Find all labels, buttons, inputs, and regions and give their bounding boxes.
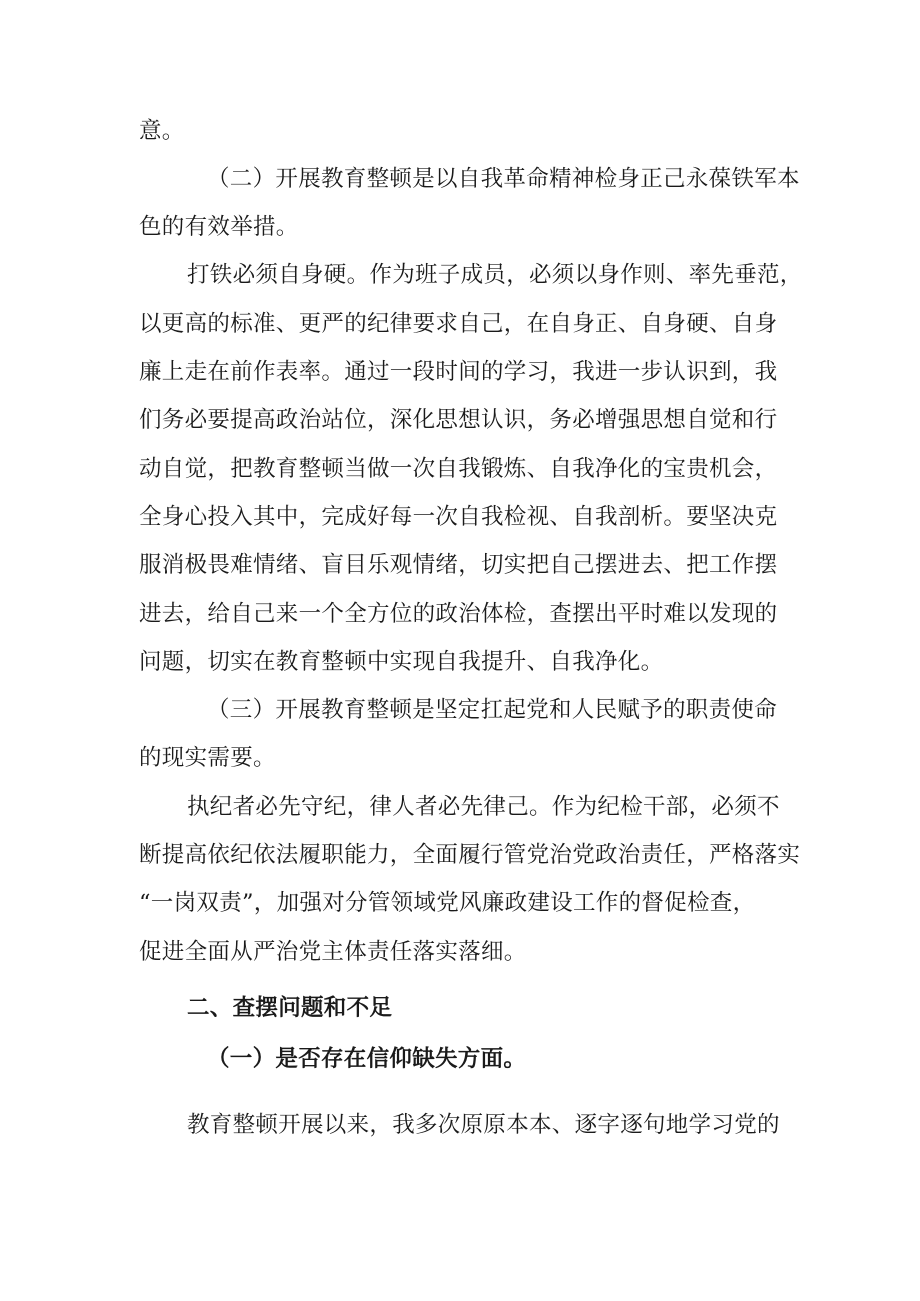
text-line: 的现实需要。 — [139, 745, 276, 771]
text-line: 全身心投入其中，完成好每一次自我检视、自我剖析。要坚决克 — [139, 504, 778, 530]
text-line: 断提高依纪依法履职能力，全面履行管党治党政治责任，严格落实 — [139, 842, 801, 868]
paragraph-start: 打铁必须自身硬。作为班子成员，必须以身作则、率先垂范， — [187, 262, 803, 288]
text-line: 廉上走在前作表率。通过一段时间的学习，我进一步认识到，我 — [139, 359, 778, 385]
subsection-title-3: （三）开展教育整顿是坚定扛起党和人民赋予的职责使命 — [207, 697, 778, 723]
text-line: 服消极畏难情绪、盲目乐观情绪，切实把自己摆进去、把工作摆 — [139, 552, 778, 578]
paragraph-start: 执纪者必先守纪，律人者必先律己。作为纪检干部，必须不 — [187, 794, 780, 820]
text-line: 们务必要提高政治站位，深化思想认识，务必增强思想自觉和行 — [139, 407, 778, 433]
text-line: 色的有效举措。 — [139, 214, 299, 240]
text-line: “一岗双责”，加强对分管领域党风廉政建设工作的督促检查， — [139, 890, 756, 916]
subsection-heading: （一）是否存在信仰缺失方面。 — [207, 1046, 527, 1072]
section-heading: 二、查摆问题和不足 — [187, 995, 393, 1021]
paragraph-start: 教育整顿开展以来，我多次原原本本、逐字逐句地学习党的 — [187, 1112, 780, 1138]
subsection-title-2: （二）开展教育整顿是以自我革命精神检身正己永葆铁军本 — [207, 166, 800, 192]
text-line: 进去，给自己来一个全方位的政治体检，查摆出平时难以发现的 — [139, 601, 778, 627]
text-line: 以更高的标准、更严的纪律要求自己，在自身正、自身硬、自身 — [139, 311, 778, 337]
text-line: 动自觉，把教育整顿当做一次自我锻炼、自我净化的宝贵机会， — [139, 456, 778, 482]
text-line: 问题，切实在教育整顿中实现自我提升、自我净化。 — [139, 649, 664, 675]
text-line: 促进全面从严治党主体责任落实落细。 — [139, 939, 527, 965]
text-line: 意。 — [139, 118, 185, 144]
